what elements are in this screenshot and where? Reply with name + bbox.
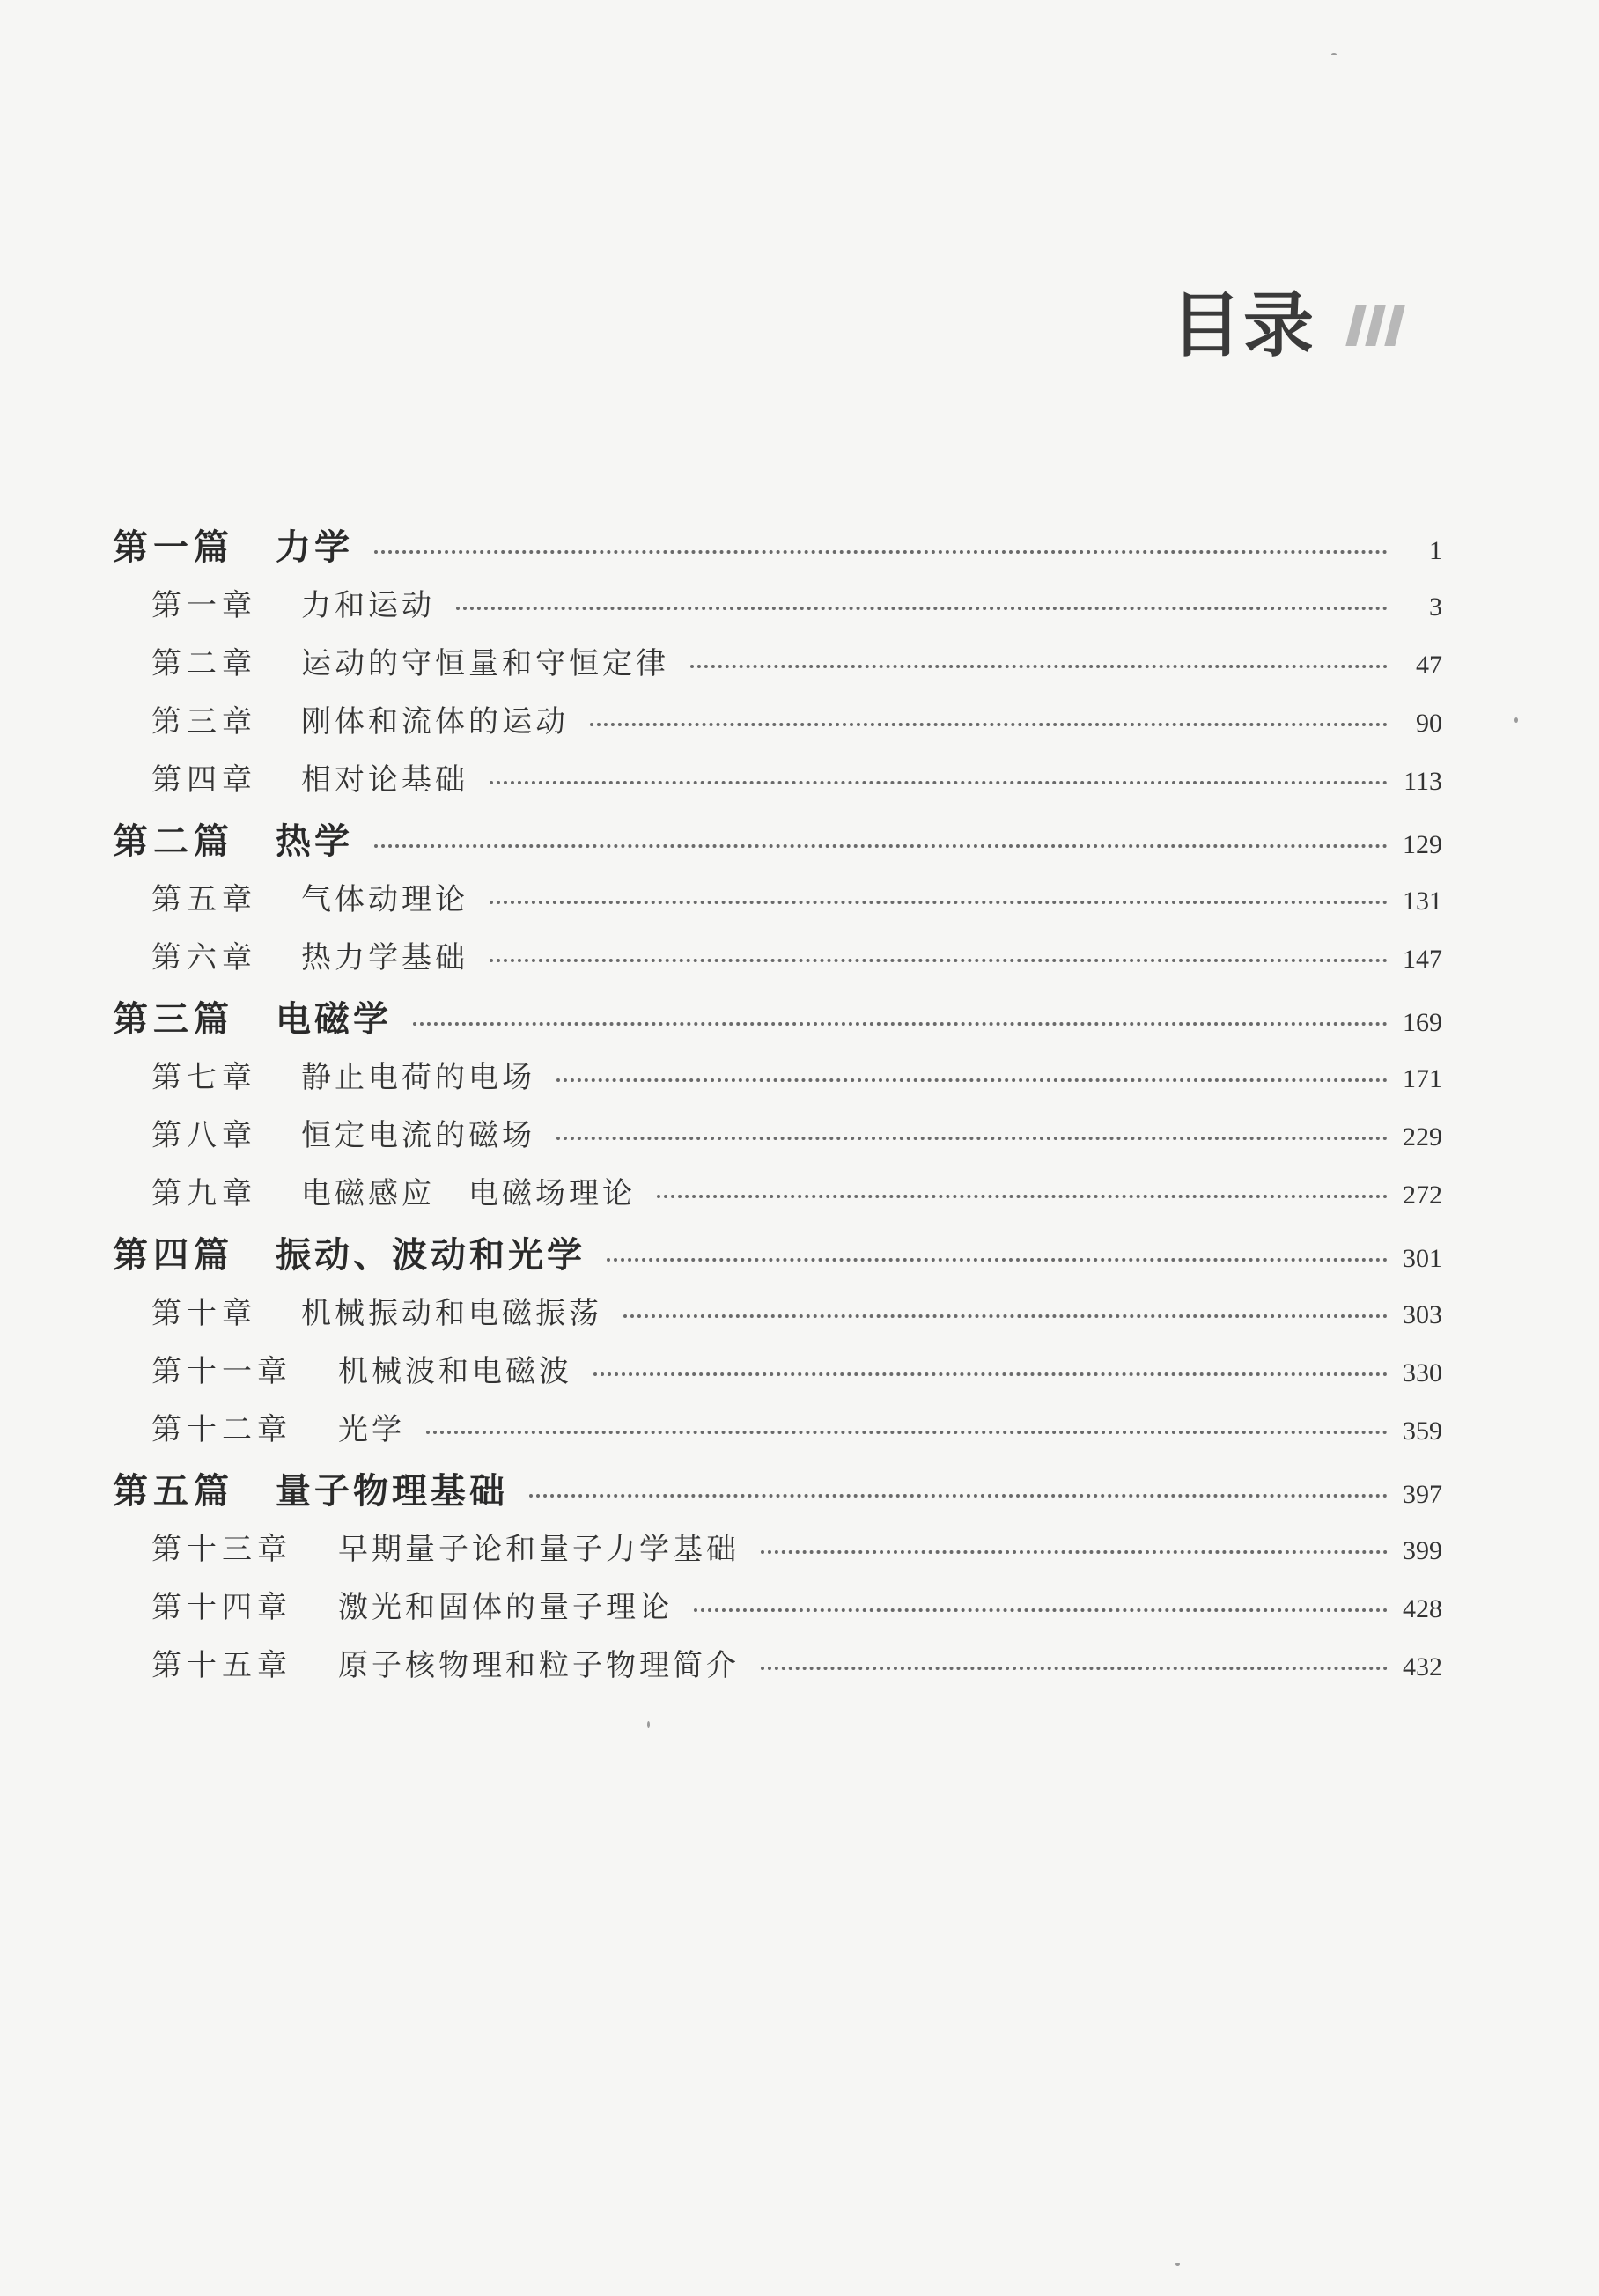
dot-leader [607, 1258, 1388, 1262]
dot-leader [529, 1494, 1388, 1498]
toc-entry-title: 电磁感应 电磁场理论 [301, 1176, 636, 1211]
toc-page-number: 330 [1403, 1358, 1442, 1387]
toc-entry-label: 第二篇 [113, 821, 234, 862]
toc-page-number: 397 [1403, 1480, 1442, 1509]
dot-leader [761, 1667, 1388, 1670]
toc-entry-label: 第九章 [151, 1176, 257, 1211]
toc-part-entry [113, 991, 1442, 1053]
toc-page-number: 131 [1403, 887, 1442, 916]
dot-leader [374, 844, 1388, 848]
toc-entry-title: 热力学基础 [301, 940, 468, 975]
toc-page-number: 229 [1403, 1122, 1442, 1152]
dot-leader [694, 1608, 1388, 1612]
dot-leader [657, 1195, 1388, 1198]
toc-page-number: 169 [1403, 1008, 1442, 1037]
dot-leader [590, 723, 1388, 726]
toc-part-entry [113, 1463, 1442, 1525]
toc-entry-label: 第十一章 [151, 1354, 292, 1389]
toc-entry-label: 第六章 [151, 940, 257, 975]
toc-page-number: 171 [1403, 1064, 1442, 1093]
title-block [1171, 284, 1400, 366]
toc-chapter-entry [113, 1583, 1442, 1641]
toc-entry-title: 量子物理基础 [276, 1470, 508, 1512]
toc-chapter-entry [113, 1347, 1442, 1405]
toc-entry-title: 激光和固体的量子理论 [338, 1590, 673, 1625]
toc-page-number: 90 [1416, 709, 1442, 738]
scan-speck [1331, 53, 1337, 55]
dot-leader [490, 959, 1388, 962]
toc-entry-label: 第一篇 [113, 526, 234, 568]
toc-entry-title: 早期量子论和量子力学基础 [338, 1532, 740, 1567]
toc-entry-label: 第十五章 [151, 1648, 292, 1683]
toc-page-number: 47 [1416, 651, 1442, 680]
toc-entry-title: 光学 [338, 1412, 405, 1447]
toc-part-entry [113, 1227, 1442, 1289]
title-decoration [1345, 305, 1404, 346]
toc-page-number: 399 [1403, 1536, 1442, 1565]
dot-leader [593, 1372, 1388, 1376]
toc-page-number: 428 [1403, 1594, 1442, 1623]
toc-part-entry [113, 519, 1442, 581]
dot-leader [456, 607, 1388, 610]
toc-entry-title: 相对论基础 [301, 762, 468, 798]
toc-entry-label: 第十三章 [151, 1532, 292, 1567]
toc-chapter-entry [113, 581, 1442, 639]
dot-leader [556, 1078, 1388, 1082]
toc-entry-title: 电磁学 [276, 998, 392, 1040]
toc-page-number: 147 [1403, 945, 1442, 974]
toc-page-number: 1 [1429, 536, 1442, 565]
toc-entry-label: 第四篇 [113, 1234, 234, 1276]
toc-chapter-entry [113, 1169, 1442, 1227]
toc-entry-title: 恒定电流的磁场 [301, 1118, 535, 1153]
toc-chapter-entry [113, 1289, 1442, 1347]
toc-entry-label: 第五篇 [113, 1470, 234, 1512]
toc-entry-title: 振动、波动和光学 [276, 1234, 586, 1276]
toc-chapter-entry [113, 755, 1442, 813]
dot-leader [426, 1431, 1388, 1434]
toc-chapter-entry [113, 1053, 1442, 1111]
toc-chapter-entry [113, 1405, 1442, 1463]
toc-page-number: 432 [1403, 1652, 1442, 1682]
toc-entry-label: 第二章 [151, 646, 257, 681]
toc-entry-title: 热学 [276, 821, 353, 862]
toc-page-number: 113 [1404, 767, 1442, 796]
scan-speck [647, 1721, 650, 1728]
toc-entry-label: 第十二章 [151, 1412, 292, 1447]
page-title: 目录 [1171, 284, 1315, 366]
dot-leader [690, 665, 1388, 668]
toc-chapter-entry [113, 1525, 1442, 1583]
toc-entry-title: 力和运动 [301, 588, 435, 623]
dot-leader [556, 1137, 1388, 1140]
toc-entry-label: 第三篇 [113, 998, 234, 1040]
toc-entry-label: 第五章 [151, 882, 257, 917]
toc-chapter-entry [113, 639, 1442, 697]
toc-entry-title: 气体动理论 [301, 882, 468, 917]
scan-speck [1175, 2263, 1180, 2266]
toc-entry-title: 刚体和流体的运动 [301, 704, 569, 740]
toc-part-entry [113, 813, 1442, 875]
toc-entry-label: 第四章 [151, 762, 257, 798]
toc-entry-title: 机械振动和电磁振荡 [301, 1296, 602, 1331]
dot-leader [374, 550, 1388, 554]
dot-leader [413, 1022, 1388, 1026]
toc-chapter-entry [113, 1641, 1442, 1699]
toc-entry-title: 运动的守恒量和守恒定律 [301, 646, 669, 681]
toc-chapter-entry [113, 697, 1442, 755]
dot-leader [490, 901, 1388, 904]
scan-speck [1514, 718, 1518, 723]
toc-chapter-entry [113, 875, 1442, 933]
toc-page-number: 303 [1403, 1300, 1442, 1329]
toc-entry-title: 机械波和电磁波 [338, 1354, 572, 1389]
toc-entry-label: 第一章 [151, 588, 257, 623]
toc-entry-label: 第十章 [151, 1296, 257, 1331]
dot-leader [490, 781, 1388, 784]
toc-entry-label: 第七章 [151, 1060, 257, 1095]
toc-entry-label: 第十四章 [151, 1590, 292, 1625]
toc-entry-label: 第三章 [151, 704, 257, 740]
toc-page-number: 3 [1429, 592, 1442, 622]
table-of-contents [113, 519, 1442, 1699]
toc-page-number: 301 [1403, 1244, 1442, 1273]
dot-leader [761, 1550, 1388, 1554]
toc-page-number: 359 [1403, 1417, 1442, 1446]
toc-chapter-entry [113, 1111, 1442, 1169]
dot-leader [623, 1314, 1388, 1318]
toc-entry-title: 静止电荷的电场 [301, 1060, 535, 1095]
toc-entry-label: 第八章 [151, 1118, 257, 1153]
toc-entry-title: 原子核物理和粒子物理简介 [338, 1648, 740, 1683]
toc-page-number: 129 [1403, 830, 1442, 859]
toc-entry-title: 力学 [276, 526, 353, 568]
toc-chapter-entry [113, 933, 1442, 991]
toc-page-number: 272 [1403, 1181, 1442, 1210]
